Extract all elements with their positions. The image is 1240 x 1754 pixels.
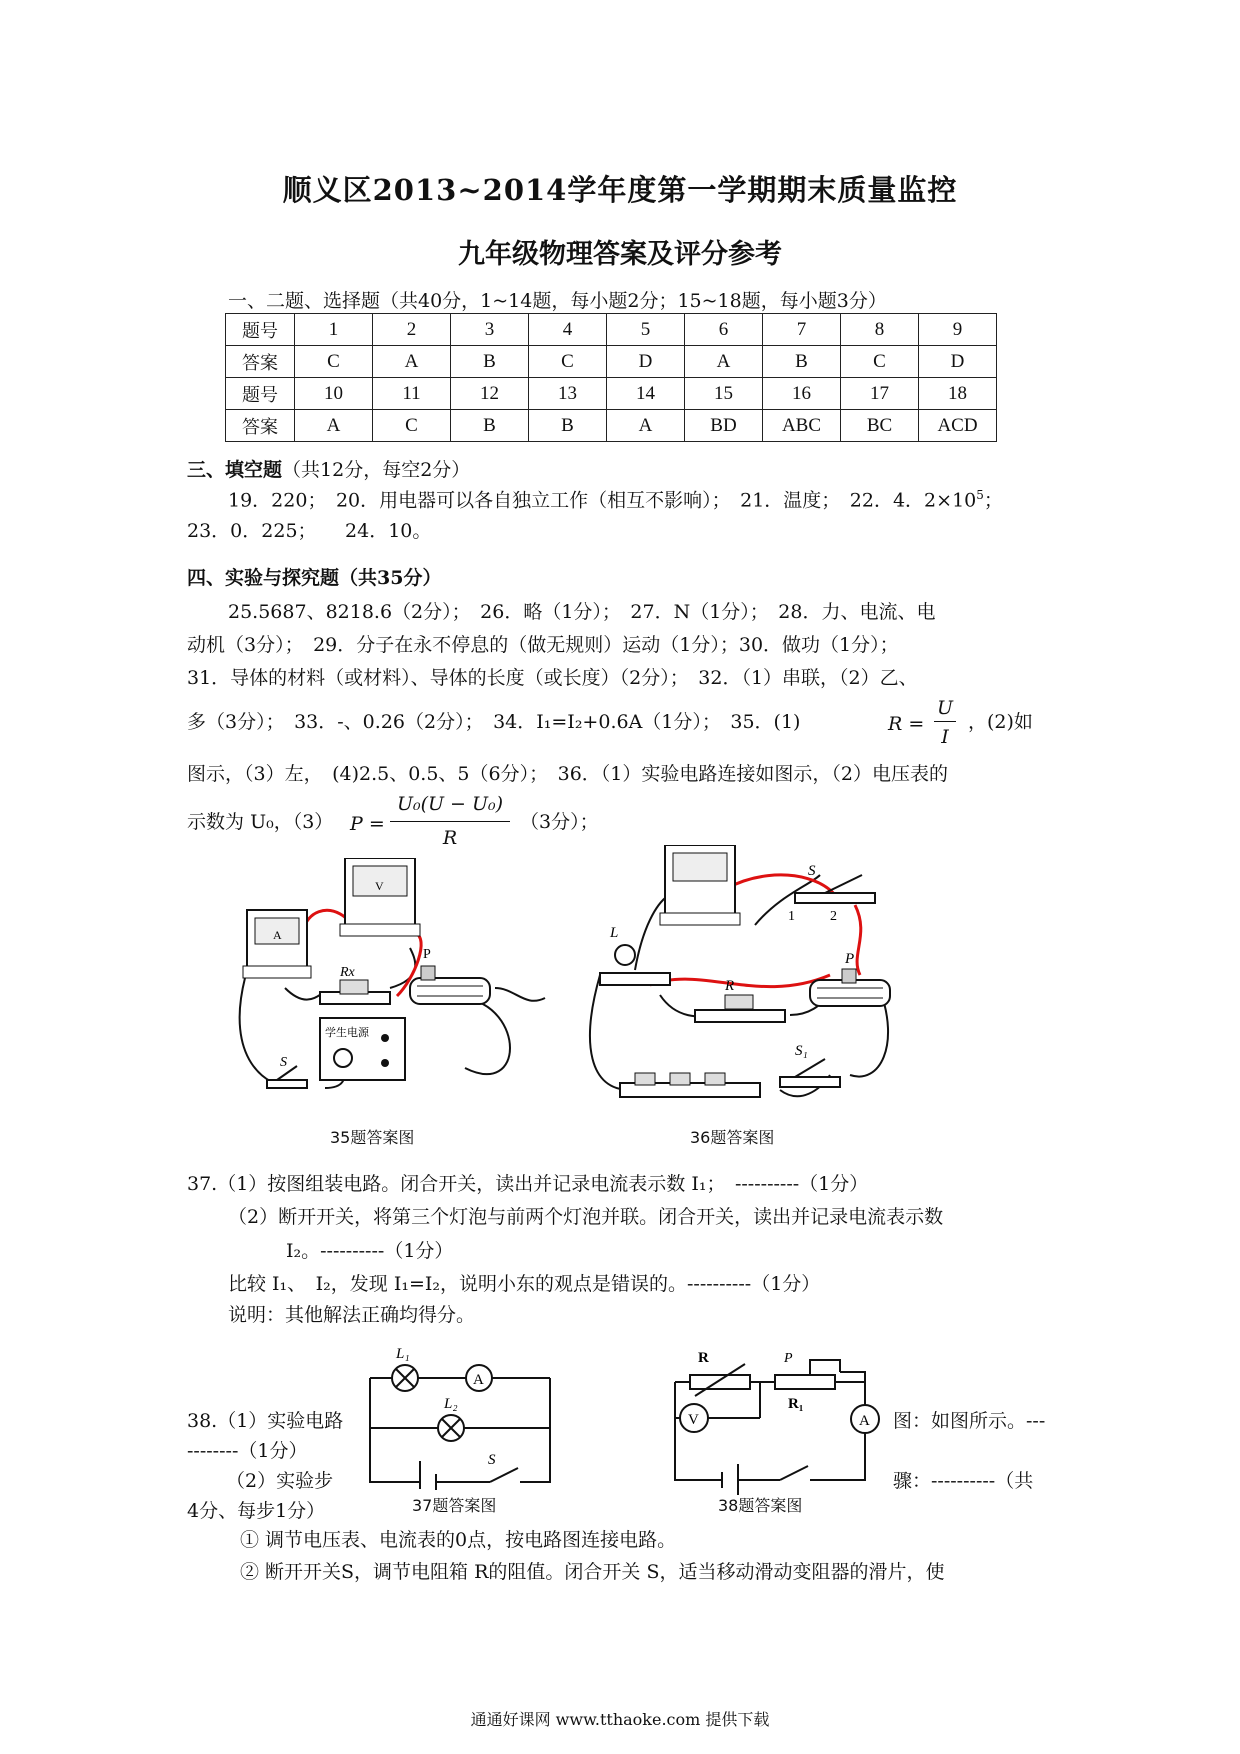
footer-note: 通通好课网 www.tthaoke.com 提供下载 [470, 1710, 770, 1729]
fig35-caption: 35题答案图 [330, 1128, 415, 1147]
table-cell: ABC [763, 410, 841, 442]
q37-line1: 37.（1）按图组装电路。闭合开关，读出并记录电流表示数 I₁； ----------（1分） [187, 1173, 869, 1195]
q38-left-4: 4分、每步1分） [187, 1500, 326, 1522]
s-label: S [488, 1452, 496, 1468]
switch-s-icon [788, 863, 875, 924]
fill-answers-1-end: ； [983, 489, 1003, 512]
section3-heading-row [187, 455, 470, 482]
rheostat-icon [410, 947, 490, 1004]
r1-label: R₁ [788, 1396, 804, 1412]
q37-line3: I₂。----------（1分） [286, 1240, 454, 1262]
section4-heading: 四、实验与探究题 [187, 567, 340, 589]
q38-step2: ② 断开开关S，调节电阻箱 R的阻值。闭合开关 S，适当移动滑动变阻器的滑片，使 [240, 1561, 945, 1583]
table-cell: C [841, 346, 919, 378]
fig36-caption: 36题答案图 [690, 1128, 775, 1147]
q38-left-1: 38.（1）实验电路 [187, 1410, 344, 1432]
l2-label: L₂ [444, 1396, 458, 1412]
table-cell: 12 [451, 378, 529, 410]
q38-right-1: 图：如图所示。--- [893, 1410, 1046, 1432]
battery-icon [620, 1073, 760, 1097]
table-cell: 5 [607, 314, 685, 346]
s1-label: S₁ [795, 1043, 808, 1059]
table-cell: 16 [763, 378, 841, 410]
q37-line5: 说明：其他解法正确均得分。 [228, 1304, 476, 1326]
section3-note: （共12分，每空2分） [282, 459, 471, 481]
svg-text:A: A [273, 928, 282, 942]
table-cell: B [451, 346, 529, 378]
table-cell: 9 [919, 314, 997, 346]
table-cell: D [607, 346, 685, 378]
fill-answers-1: 19．220； 20．用电器可以各自独立工作（相互不影响）； 21．温度； 22．4．2×10 [228, 489, 977, 512]
table-row [226, 314, 997, 346]
ammeter-icon [466, 1365, 492, 1391]
table-cell: 答案 [226, 410, 295, 442]
p-label: P [423, 947, 431, 962]
rx-label: Rx [340, 965, 355, 980]
lamp-icon [600, 925, 670, 985]
formula-p-den: R [442, 827, 458, 849]
ammeter-icon [243, 910, 311, 978]
table-row [226, 410, 997, 442]
table-cell: 2 [373, 314, 451, 346]
p-label: P [845, 951, 855, 967]
table-cell: 7 [763, 314, 841, 346]
a-label: A [473, 1372, 484, 1388]
table-cell: 8 [841, 314, 919, 346]
exp-line-4 [187, 713, 800, 732]
table-row [226, 346, 997, 378]
terminal-1-label: 1 [788, 909, 795, 924]
lamp-l1-icon [392, 1346, 418, 1391]
table-cell: C [373, 410, 451, 442]
p-label: P [784, 1351, 793, 1366]
section4-note: （共35分） [339, 567, 442, 589]
formula-p-num: U₀(U − U₀) [396, 793, 504, 815]
r-label: R [698, 1350, 709, 1366]
table-cell: 6 [685, 314, 763, 346]
answer-table [225, 313, 997, 442]
table-cell: D [919, 346, 997, 378]
l-label: L [610, 925, 619, 941]
table-cell: ACD [919, 410, 997, 442]
document-title: 顺义区2013~2014学年度第一学期期末质量监控 [282, 173, 958, 207]
r-label: R [725, 978, 735, 994]
switch-s1-icon [780, 1043, 840, 1087]
section3-line2: 23．0．225； 24．10。 [187, 520, 432, 542]
q37-line4: 比较 I₁、 I₂，发现 I₁=I₂，说明小东的观点是错误的。----------（1分） [228, 1273, 821, 1295]
table-cell: 17 [841, 378, 919, 410]
q38-left-3: （2）实验步 [226, 1470, 334, 1492]
q38-right-2: 骤：----------（共 [893, 1470, 1034, 1492]
table-cell: 15 [685, 378, 763, 410]
table-cell: 10 [295, 378, 373, 410]
table-cell: 题号 [226, 378, 295, 410]
q38-step1: ① 调节电压表、电流表的0点，按电路图连接电路。 [240, 1529, 677, 1551]
table-row [226, 378, 997, 410]
exp-line-4a: 多（3分）； 33．-、0.26（2分）； 34． [187, 711, 537, 733]
table-cell: 11 [373, 378, 451, 410]
voltmeter-icon [660, 845, 740, 925]
table-cell: 1 [295, 314, 373, 346]
fig37-caption: 37题答案图 [412, 1496, 497, 1515]
q38-left-2: --------（1分） [187, 1440, 308, 1462]
figure-37-circuit [360, 1340, 560, 1495]
table-cell: C [295, 346, 373, 378]
exp-line-2: 动机（3分）； 29．分子在永不停息的（做无规则）运动（1分）；30．做功（1分）； [187, 634, 899, 656]
section1-heading: 一、二题、选择题（共40分，1~14题，每小题2分；15~18题，每小题3分） [228, 290, 887, 312]
power-label: 学生电源 [325, 1027, 369, 1039]
voltmeter-icon [340, 858, 420, 936]
voltmeter-icon [680, 1404, 708, 1432]
q37-line2: （2）断开开关，将第三个灯泡与前两个灯泡并联。闭合开关，读出并记录电流表示数 [228, 1206, 944, 1228]
table-cell: A [607, 410, 685, 442]
table-cell: C [529, 346, 607, 378]
fraction-bar [934, 721, 956, 722]
table-cell: B [451, 410, 529, 442]
formula-p [350, 793, 510, 853]
fig38-caption: 38题答案图 [718, 1496, 803, 1515]
exp-line-6a: 示数为 [187, 811, 245, 833]
resistor-rx-icon [320, 965, 390, 1004]
exp-line-4c: ，(2)如 [968, 711, 1033, 733]
section3-line1 [228, 489, 1003, 510]
figure-35-circuit [225, 858, 575, 1118]
table-cell: 4 [529, 314, 607, 346]
table-cell: 答案 [226, 346, 295, 378]
formula-r-num: U [936, 697, 953, 719]
table-cell: BD [685, 410, 763, 442]
fraction-bar [390, 821, 510, 822]
s-label: S [808, 863, 816, 879]
formula-r-lhs: R = [888, 713, 925, 735]
table-cell: A [295, 410, 373, 442]
table-cell: 18 [919, 378, 997, 410]
terminal-2-label: 2 [830, 909, 837, 924]
exp-line-5: 图示，（3）左， (4)2.5、0.5、5（6分）； 36．（1）实验电路连接如图示，（2）电压表的 [187, 763, 948, 785]
exp-line-6 [187, 813, 333, 832]
formula-p-lhs: P = [350, 813, 385, 835]
exponent: 5 [976, 488, 984, 502]
svg-text:V: V [375, 879, 384, 893]
v-label: V [688, 1412, 699, 1428]
power-supply-icon [320, 1018, 405, 1080]
exp-line-1: 25.5687、8218.6（2分）； 26．略（1分）； 27．N（1分）； 28．力、电流、电 [228, 601, 936, 623]
ammeter-icon [851, 1405, 879, 1433]
section4-heading-row [187, 563, 441, 590]
l1-label: L₁ [396, 1346, 410, 1362]
exp-line-4b: I₁=I₂+0.6A（1分）； 35．(1) [536, 711, 801, 733]
a-label: A [859, 1413, 870, 1429]
table-cell: 13 [529, 378, 607, 410]
resistor-r1-icon [775, 1351, 840, 1412]
rheostat-r-icon [690, 1350, 750, 1396]
document-subtitle: 九年级物理答案及评分参考 [458, 239, 782, 270]
s-label: S [280, 1055, 287, 1070]
exp-line-3: 31．导体的材料（或材料）、导体的长度（或长度）（2分）； 32．（1）串联，（2）乙、 [187, 667, 918, 689]
formula-r-den: I [941, 726, 949, 748]
table-cell: BC [841, 410, 919, 442]
table-cell: 3 [451, 314, 529, 346]
lamp-l2-icon [438, 1396, 464, 1441]
figure-38-circuit [660, 1350, 890, 1495]
table-cell: 14 [607, 378, 685, 410]
exp-line-6c: （3分）； [520, 811, 599, 833]
table-cell: 题号 [226, 314, 295, 346]
section3-heading: 三、填空题 [187, 459, 283, 481]
figure-36-circuit [580, 845, 920, 1120]
table-cell: A [685, 346, 763, 378]
table-cell: B [529, 410, 607, 442]
exp-line-6b: U₀，（3） [250, 811, 334, 833]
table-cell: B [763, 346, 841, 378]
switch-icon [267, 1055, 307, 1088]
table-cell: A [373, 346, 451, 378]
